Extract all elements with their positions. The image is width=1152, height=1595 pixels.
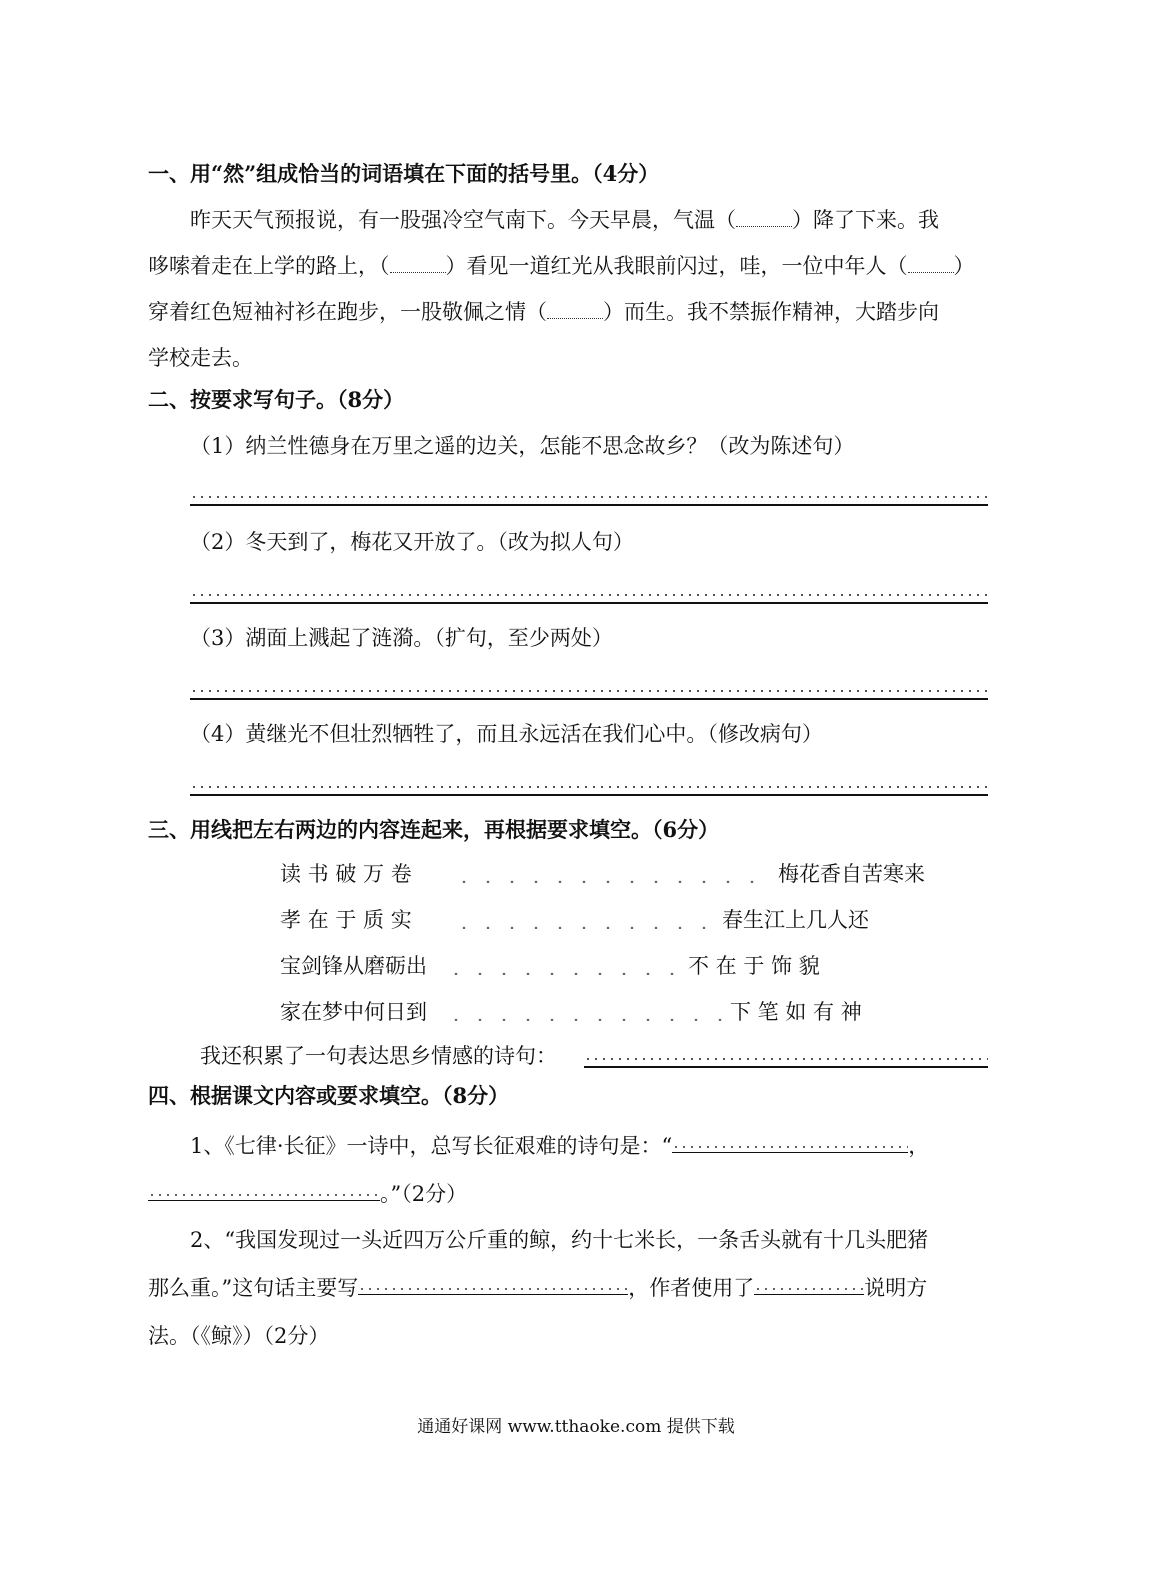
q3-left-2[interactable]: 孝 在 于 质 实 xyxy=(280,908,412,932)
q4-text: 那么重。”这句话主要写 xyxy=(148,1276,359,1300)
q2-item-4: （4）黄继光不但壮烈牺牲了，而且永远活在我们心中。（修改病句） xyxy=(190,722,823,746)
q1-blank-1[interactable] xyxy=(736,208,792,227)
q4-blank-1[interactable] xyxy=(672,1132,908,1153)
q1-line-4: 学校走去。 xyxy=(148,346,253,370)
q3-right-1[interactable]: 梅花香自苦寒来 xyxy=(778,862,925,886)
q4-text: ，作者使用了 xyxy=(628,1276,755,1300)
q2-answer-line-3[interactable] xyxy=(190,684,988,700)
q1-heading: 一、用“然”组成恰当的词语填在下面的括号里。（4分） xyxy=(148,161,660,186)
q3-left-3[interactable]: 宝剑锋从磨砺出 xyxy=(280,954,427,978)
q2-answer-line-4[interactable] xyxy=(190,780,988,796)
q3-connector-3 xyxy=(444,972,684,975)
q1-text: ） xyxy=(953,254,975,278)
q3-connector-1 xyxy=(452,880,762,883)
q3-left-4[interactable]: 家在梦中何日到 xyxy=(280,1000,427,1024)
q1-text: ）看见一道红光从我眼前闪过，哇，一位中年人（ xyxy=(445,254,908,278)
q2-answer-line-1[interactable] xyxy=(190,490,988,506)
q3-fill-answer-line[interactable] xyxy=(584,1052,988,1068)
q1-line-1 xyxy=(190,206,939,234)
q4-text: ， xyxy=(908,1134,930,1158)
q3-connector-4 xyxy=(444,1018,726,1021)
q1-text: 昨天天气预报说，有一股强冷空气南下。今天早晨，气温（ xyxy=(190,208,736,232)
q1-line-3 xyxy=(148,298,939,326)
q2-answer-line-2[interactable] xyxy=(190,588,988,604)
q1-text: 穿着红色短袖衬衫在跑步，一股敬佩之情（ xyxy=(148,300,547,324)
q3-heading: 三、用线把左右两边的内容连起来，再根据要求填空。（6分） xyxy=(148,817,720,842)
q4-heading: 四、根据课文内容或要求填空。（8分） xyxy=(148,1083,510,1108)
q1-text: 哆嗦着走在上学的路上，（ xyxy=(148,254,390,278)
q4-blank-3[interactable] xyxy=(358,1274,628,1295)
q3-right-3[interactable]: 不 在 于 饰 貌 xyxy=(688,954,820,978)
q1-text: ）而生。我不禁振作精神，大踏步向 xyxy=(603,300,939,324)
q4-item-2-line-3: 法。（《鲸》）（2分） xyxy=(148,1324,330,1348)
q4-item-1-line-2 xyxy=(148,1180,467,1208)
q4-item-2-line-1: 2、“我国发现过一头近四万公斤重的鲸，约十七米长，一条舌头就有十几头肥猪 xyxy=(190,1228,929,1252)
q4-item-1-line-1 xyxy=(190,1132,929,1160)
q2-heading: 二、按要求写句子。（8分） xyxy=(148,387,405,412)
q4-blank-4[interactable] xyxy=(754,1274,864,1295)
q2-item-3: （3）湖面上溅起了涟漪。（扩句，至少两处） xyxy=(190,626,613,650)
q4-text: 1、《七律·长征》一诗中，总写长征艰难的诗句是：“ xyxy=(190,1134,673,1158)
q3-connector-2 xyxy=(452,926,716,929)
q2-item-2: （2）冬天到了，梅花又开放了。（改为拟人句） xyxy=(190,530,634,554)
q2-item-1: （1）纳兰性德身在万里之遥的边关，怎能不思念故乡？（改为陈述句） xyxy=(190,434,855,458)
q3-right-4[interactable]: 下 笔 如 有 神 xyxy=(730,1000,862,1024)
q3-right-2[interactable]: 春生江上几人还 xyxy=(722,908,869,932)
q4-blank-2[interactable] xyxy=(148,1180,380,1201)
q3-left-1[interactable]: 读 书 破 万 卷 xyxy=(280,862,412,886)
q3-fill-label: 我还积累了一句表达思乡情感的诗句： xyxy=(200,1044,557,1068)
q1-text: ）降了下来。我 xyxy=(792,208,939,232)
q1-blank-4[interactable] xyxy=(547,300,603,319)
q1-blank-2[interactable] xyxy=(390,254,446,273)
q1-blank-3[interactable] xyxy=(908,254,954,273)
q4-text: 。”（2分） xyxy=(380,1182,468,1206)
q4-item-2-line-2 xyxy=(148,1274,927,1302)
footer-source: 通通好课网 www.tthaoke.com 提供下载 xyxy=(417,1417,735,1437)
q1-line-2 xyxy=(148,252,975,280)
q4-text: 说明方 xyxy=(864,1276,928,1300)
